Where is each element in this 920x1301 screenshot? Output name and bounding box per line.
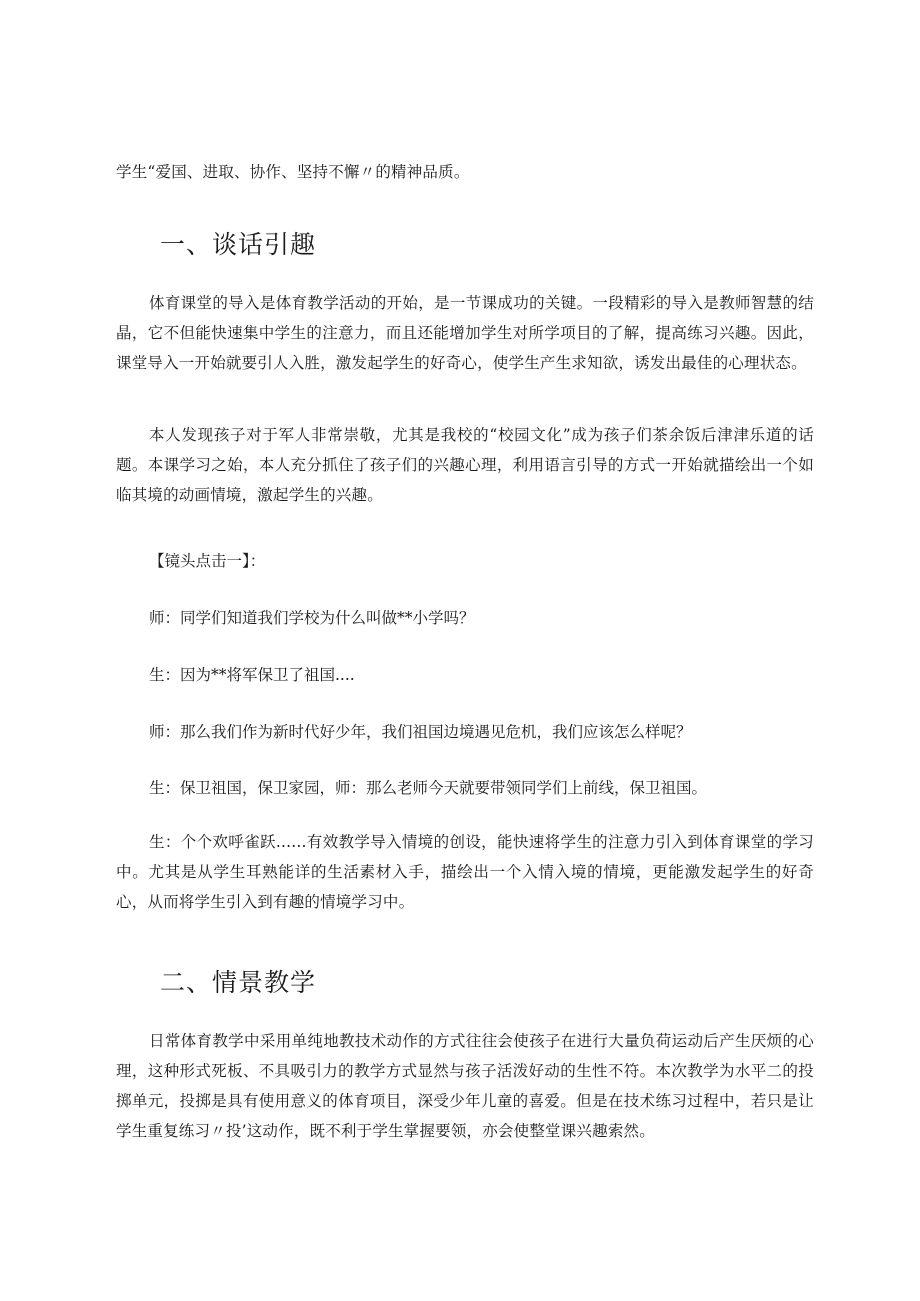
shot-label: 【镜头点击一】： (149, 552, 266, 570)
intro-tail-paragraph: 学生“爱国、进取、协作、坚持不懈〃的精神品质。 (116, 163, 470, 181)
section-1-paragraph-3: 生：个个欢呼雀跃......有效教学导入情境的创设，能快速将学生的注意力引入到体育课堂的学习中。尤其是从学生耳熟能详的生活素材入手，描绘出一个入情入境的情境，更能激发起学生的好奇心，从而将学生引入到有趣的情境学习中。 (116, 833, 814, 911)
section-1-paragraph-1: 体育课堂的导入是体育教学活动的开始，是一节课成功的关键。一段精彩的导入是教师智慧的结晶，它不但能快速集中学生的注意力，而且还能增加学生对所学项目的了解，提高练习兴趣。因此，课堂导入一开始就要引人入胜，激发起学生的好奇心，使学生产生求知欲，诱发出最佳的心理状态。 (116, 294, 814, 372)
dialogue-line-4: 生：保卫祖国，保卫家园，师：那么老师今天就要带领同学们上前线，保卫祖国。 (149, 779, 708, 797)
section-1-heading: 一、谈话引趣 (160, 230, 317, 259)
dialogue-line-1: 师：同学们知道我们学校为什么叫做**小学吗？ (149, 609, 475, 627)
section-1-paragraph-2: 本人发现孩子对于军人非常崇敬，尤其是我校的“校园文化”成为孩子们茶余饭后津津乐道的话题。本课学习之始，本人充分抓住了孩子们的兴趣心理，利用语言引导的方式一开始就描绘出一个如临其境的动画情境，激起学生的兴趣。 (116, 426, 814, 504)
dialogue-line-3: 师：那么我们作为新时代好少年，我们祖国边境遇见危机，我们应该怎么样呢？ (149, 723, 692, 741)
section-2-paragraph-1: 日常体育教学中采用单纯地教技术动作的方式往往会使孩子在进行大量负荷运动后产生厌烦的心理，这种形式死板、不具吸引力的教学方式显然与孩子活泼好动的生性不符。本次教学为水平二的投掷单元，投掷是具有使用意义的体育项目，深受少年儿童的喜爱。但是在技术练习过程中，若只是让学生重复练习〃投’这动作，既不利于学生掌握要领，亦会使整堂课兴趣索然。 (116, 1032, 814, 1140)
section-2-heading: 二、情景教学 (160, 968, 317, 997)
dialogue-line-2: 生：因为**将军保卫了祖国.... (149, 666, 355, 684)
